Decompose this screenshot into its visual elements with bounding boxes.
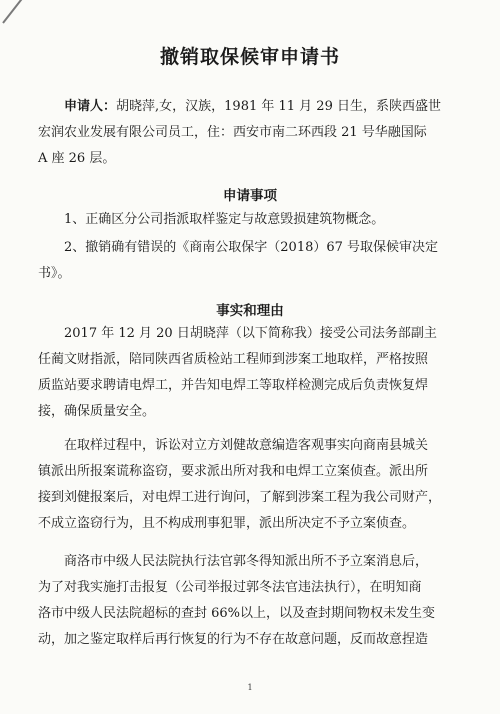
paragraph-line: 任蔺文财指派，陪同陕西省质检站工程师到涉案工地取样，严格按照 xyxy=(38,352,429,367)
paragraph-line: 质监站要求聘请电焊工，并告知电焊工等取样检测完成后负责恢复焊 xyxy=(38,378,429,393)
paragraph-line: 动，加之鉴定取样后再行恢复的行为不存在故意问题，反而故意捏造 xyxy=(38,632,429,647)
paragraph-line: 洛市中级人民法院超标的查封 66%以上，以及查封期间物权未发生变 xyxy=(38,606,436,621)
document-title: 撤销取保候审申请书 xyxy=(159,46,340,68)
paragraph-line: 在取样过程中，诉讼对立方刘健故意编造客观事实向商南县城关 xyxy=(64,438,429,453)
paragraph-line: 接，确保质量安全。 xyxy=(38,404,156,419)
applicant-label: 申请人： xyxy=(64,99,117,114)
paragraph-line: 镇派出所报案谎称盗窃，要求派出所对我和电焊工立案侦查。派出所 xyxy=(38,464,429,479)
section-heading-facts: 事实和理由 xyxy=(216,303,284,319)
requests-block xyxy=(38,207,470,287)
request-item-1: 1、正确区分公司指派取样鉴定与故意毁损建筑物概念。 xyxy=(64,212,385,227)
paragraph-line: 不成立盗窃行为，且不构成刑事犯罪，派出所决定不予立案侦查。 xyxy=(38,516,416,531)
paragraph-line: 商洛市中级人民法院执行法官郭冬得知派出所不予立案消息后， xyxy=(64,554,429,569)
paragraph-line: 接到刘健报案后，对电焊工进行询问，了解到涉案工程为我公司财产， xyxy=(38,490,442,505)
applicant-line-2: 宏润农业发展有限公司员工，住：西安市南二环西段 21 号华融国际 xyxy=(38,125,427,140)
pen-mark xyxy=(2,0,22,24)
applicant-text: 胡晓萍,女，汉族，1981 年 11 月 29 日生，系陕西盛世 xyxy=(116,99,441,114)
section-heading-requests: 申请事项 xyxy=(223,188,277,204)
paragraph-line: 2017 年 12 月 20 日胡晓萍（以下简称我）接受公司法务部副主 xyxy=(64,326,437,341)
request-item-2-cont: 书》。 xyxy=(38,266,71,281)
page-number: 1 xyxy=(247,683,253,692)
facts-paragraph-3 xyxy=(38,549,470,653)
applicant-line-1 xyxy=(38,94,470,120)
request-item-2: 2、撤销确有错误的《商南公取保字（2018）67 号取保候审决定 xyxy=(64,240,439,255)
facts-paragraph-2 xyxy=(38,433,470,537)
applicant-block xyxy=(38,94,470,172)
paragraph-line: 为了对我实施打击报复（公司举报过郭冬法官违法执行），在明知商 xyxy=(38,580,422,595)
facts-paragraph-1 xyxy=(38,321,470,425)
applicant-line-3: A 座 26 层。 xyxy=(38,151,116,166)
